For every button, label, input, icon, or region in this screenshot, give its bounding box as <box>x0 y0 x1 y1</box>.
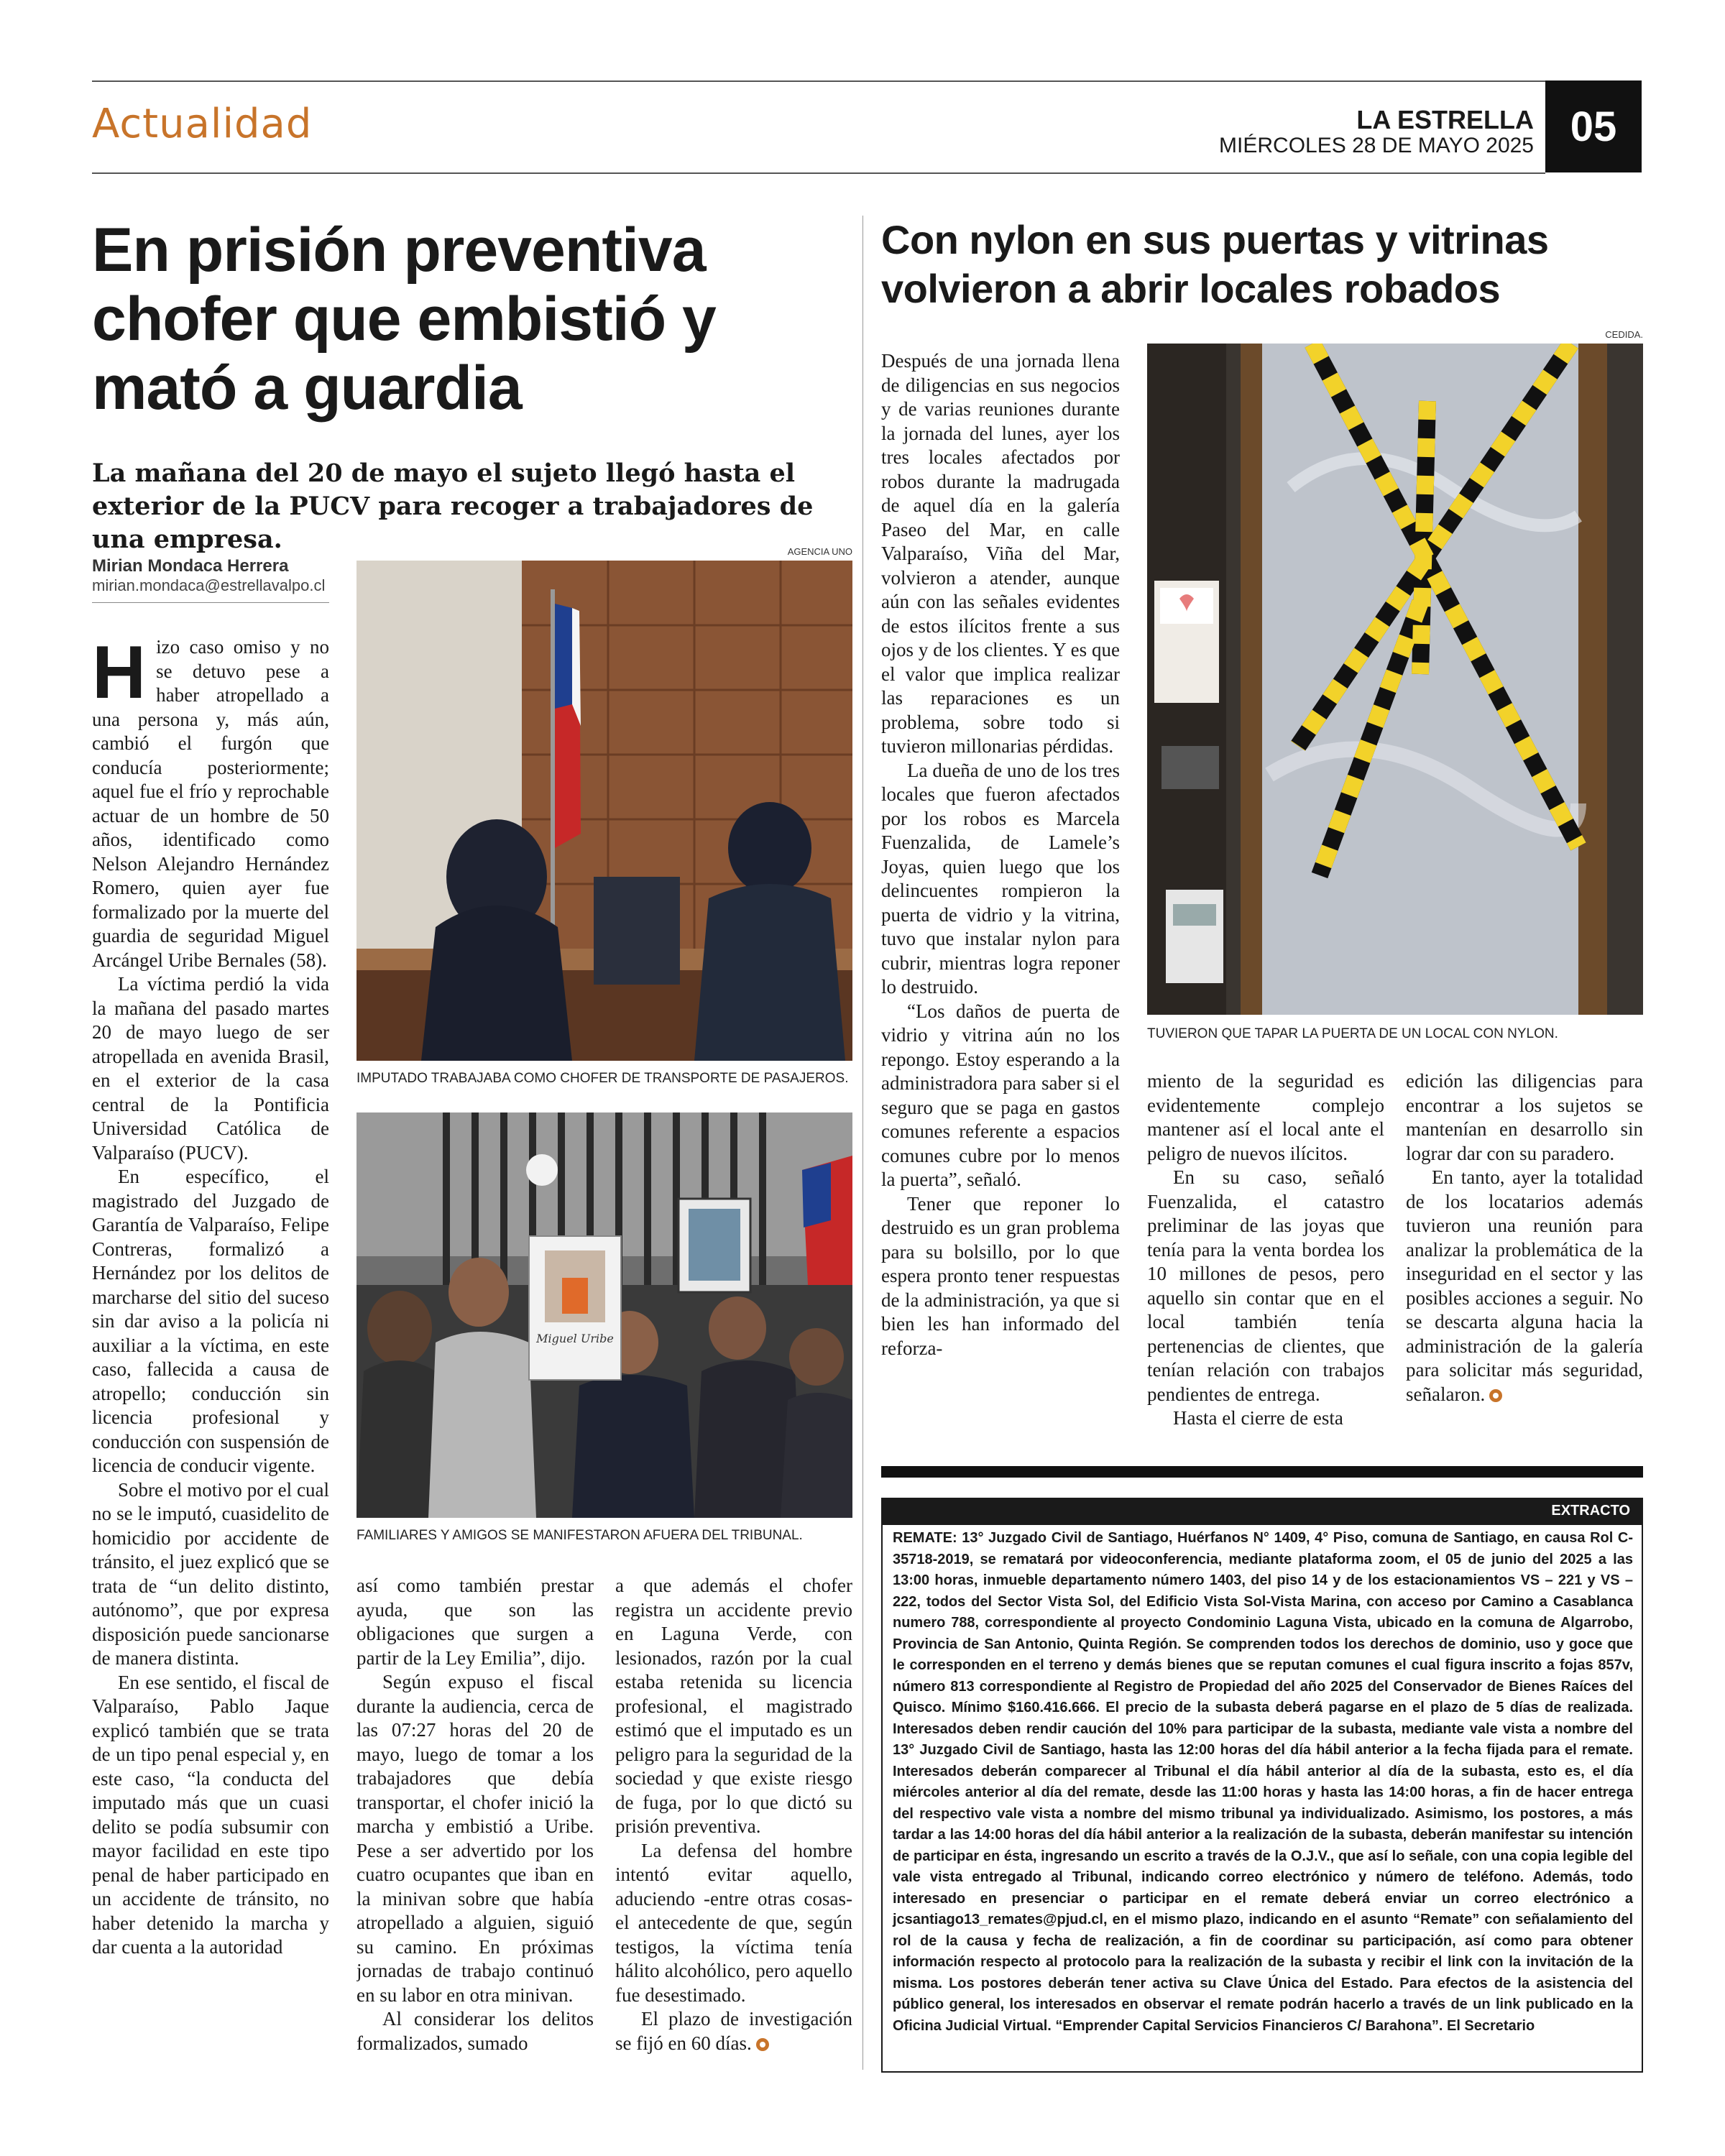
main-article-column-1 <box>92 635 329 2070</box>
courtroom-illustration <box>356 561 852 1061</box>
main-paragraph-1: izo caso omiso y no se detuvo pese a haber atropellado a una persona y, más aún, cambió el furgón que conducía posteriormente; aquel fue el frío y reprochable actuar de un hombre de 50 años, identificado como Nelson Alejandro Hernández Romero, quien ayer fue formalizado por la muerte del guardia de seguridad Miguel Arcángel Uribe Bernales (58). <box>92 636 329 971</box>
byline-email: mirian.mondaca@estrellavalpo.cl <box>92 576 326 594</box>
side-paragraph-9: En tanto, ayer la totalidad de los locatarios además tuvieron una reunión para analizar la problemática de la inseguridad en el sector y las posibles acciones a seguir. No se descarta alguna hacia la administración de la galería para solicitar más seguridad, señalaron. <box>1406 1166 1643 1405</box>
side-paragraph-2: La dueña de uno de los tres locales que fueron afectados por los robos es Marcela Fuenzalida, de Lamele’s Joyas, quien luego que los delincuentes rompieron la puerta de vidrio y la vitrina, tuvo que instalar nylon para cubrir, mientras logra reponer lo destruido. <box>881 759 1120 998</box>
main-paragraph-3: En específico, el magistrado del Juzgado de Garantía de Valparaíso, Felipe Contreras, formalizó a Hernández por los delitos de marcharse del sitio del suceso sin dar aviso a la policía ni auxiliar a la víctima, en este caso, fallecida a causa de atropello; conducción sin licencia profesional y conducción con suspensión de licencia de conducir vigente. <box>92 1166 329 1476</box>
main-headline: En prisión preventiva chofer que embistió y mató a guardia <box>92 216 716 423</box>
nylon-door-photo <box>1147 344 1643 1015</box>
end-mark-icon <box>756 2038 769 2051</box>
protest-photo <box>356 1112 852 1518</box>
main-article-column-2 <box>356 1574 594 2070</box>
byline-rule <box>92 602 329 603</box>
issue-date: MIÉRCOLES 28 DE MAYO 2025 <box>1219 134 1534 157</box>
main-article-column-3 <box>615 1574 852 2070</box>
side-article-column-2 <box>1147 1069 1384 1453</box>
side-paragraph-1: Después de una jornada llena de diligencias en sus negocios y de varias reuniones durante la jornada del lunes, ayer los tres locales afectados por robos durante la madrugada de aquel día en la galería Paseo del Mar, en calle Valparaíso, Viña del Mar, volvieron a atender, aunque aún con las señales evidentes de estos ilícitos frente a sus ojos y de los clientes. Y es que el valor que implica realizar las reparaciones es un problema, sobre todo si tuvieron millonarias pérdidas. <box>881 350 1120 757</box>
side-paragraph-8: edición las diligencias para encontrar a los sujetos se mantenían en desarrollo sin lograr dar con su paradero. <box>1406 1070 1643 1164</box>
byline-author: Mirian Mondaca Herrera <box>92 556 289 576</box>
main-paragraph-9: a que además el chofer registra un accidente previo en Laguna Verde, con lesionados, razón por la cual estaba retenida su licencia profesional, el magistrado estimó que el imputado es un peligro para la seguridad de la sociedad y que existe riesgo de fuga, por lo que dictó su prisión preventiva. <box>615 1575 852 1837</box>
top-rule <box>92 80 1545 82</box>
memorial-sign-text: Miguel Uribe <box>536 1332 614 1345</box>
side-end-mark-icon <box>1489 1389 1502 1402</box>
side-paragraph-5: miento de la seguridad es evidentemente complejo mantener así el local ante el peligro de nuevos ilícitos. <box>1147 1070 1384 1164</box>
side-photo-caption: TUVIERON QUE TAPAR LA PUERTA DE UN LOCAL CON NYLON. <box>1147 1026 1558 1041</box>
newspaper-name: LA ESTRELLA <box>1356 105 1534 134</box>
main-paragraph-7: Según expuso el fiscal durante la audiencia, cerca de las 07:27 horas del 20 de mayo, luego de tomar a los trabajadores que debía transportar, el chofer inició la marcha y embistió a Uribe. Pese a ser advertido por los cuatro ocupantes que iban en la minivan sobre que había atropellado a alguien, siguió su camino. En próximas jornadas de trabajo continuó en su labor en otra minivan. <box>356 1671 594 2006</box>
page-number: 05 <box>1545 80 1642 172</box>
courtroom-photo <box>356 561 852 1061</box>
photo2-caption: FAMILIARES Y AMIGOS SE MANIFESTARON AFUERA DEL TRIBUNAL. <box>356 1528 803 1543</box>
header-bottom-rule <box>92 172 1545 174</box>
extracto-text: REMATE: 13° Juzgado Civil de Santiago, Huérfanos N° 1409, 4° Piso, comuna de Santiago, en causa Rol C-35718-2019, se rematará por videoconferencia, mediante plataforma zoom, el 05 de junio del 2025 a las 13:00 horas, inmueble departamento número 1403, del piso 14 y de los estacionamientos VS – 221 y VS – 222, todos del Sector Vista Sol, del Edificio Vista Sol-Vista Marina, con acceso por Camino a Casablanca numero 788, correspondiente al proyecto Condominio Laguna Vista, ubicado en la comuna de Algarrobo, Provincia de San Antonio, Quinta Región. Se comprenden todos los derechos de dominio, uso y goce que le corresponden en el terreno y demás bienes que se reputan comunes el cual figura inscrito a fojas 857v, número 813 correspondiente al Registro de Propiedad del año 2025 del Conservador de Bienes Raíces del Quisco. Mínimo $160.416.666. El precio de la subasta deberá pagarse en el plazo de 5 días de realizada. Interesados deben rendir caución del 10% para participar de la subasta, mediante vale vista a nombre del 13° Juzgado Civil de Santiago, hasta las 12:00 horas del día hábil anterior a la fecha fijada para el remate. Interesados deberán comparecer al Tribunal el día hábil anterior al día de la subasta, esto es, el día miércoles anterior al día del remate, desde las 11:00 horas y hasta las 14:00 horas, a fin de hacer entrega del respectivo vale vista a nombre del mismo tribunal ya individualizado. Asimismo, los postores, a más tardar a las 14:00 horas del día hábil anterior a la realización de la subasta, deberán manifestar su intención de participar en ésta, ingresando un escrito a través de la O.J.V., que así lo señale, con una copia legible del vale vista entregado al Tribunal, indicando correo electrónico y número de teléfono. Además, todo interesado en presenciar o participar en el remate deberá enviar un correo electrónico a jcsantiago13_remates@pjud.cl, en el mismo plazo, indicando en el asunto “Remate” con señalamiento del rol de la causa y fecha de realización, a fin de coordinar su participación, así como para obtener información respecto al protocolo para la realización de la subasta y recibir el link con la invitación de la misma. Los postores deberán tener activa su Clave Única del Estado. Para efectos de la asistencia del público general, los interesados en observar el remate podrán hacerlo a través de un link publicado en la Oficina Judicial Virtual. “Emprender Capital Servicios Financieros C/ Barahona”. El Secretario <box>893 1530 1633 2034</box>
side-article-column-3 <box>1406 1069 1643 1453</box>
extracto-label: EXTRACTO <box>1551 1503 1630 1519</box>
main-paragraph-2: La víctima perdió la vida la mañana del pasado martes 20 de mayo luego de ser atropellada en avenida Brasil, en el exterior de la casa central de la Pontificia Universidad Católica de Valparaíso (PUCV). <box>92 973 329 1164</box>
main-paragraph-8: Al considerar los delitos formalizados, sumado <box>356 2008 594 2054</box>
photo1-caption: IMPUTADO TRABAJABA COMO CHOFER DE TRANSPORTE DE PASAJEROS. <box>356 1071 849 1086</box>
side-headline: Con nylon en sus puertas y vitrinas volvieron a abrir locales robados <box>881 217 1549 311</box>
side-paragraph-3: “Los daños de puerta de vidrio y vitrina aún no los repongo. Estoy esperando a la administradora para saber si el seguro que se paga en gastos comunes referente a espacios comunes cubre por lo menos la puerta”, señaló. <box>881 1000 1120 1190</box>
protest-illustration <box>356 1112 852 1518</box>
extracto-header <box>881 1498 1643 1524</box>
photo1-credit: AGENCIA UNO <box>787 546 852 557</box>
main-paragraph-11: El plazo de investigación se fijó en 60 días. <box>615 2008 852 2054</box>
nylon-door-illustration <box>1147 344 1643 1015</box>
main-paragraph-6: así como también prestar ayuda, que son las obligaciones que surgen a partir de la Ley Emilia”, dijo. <box>356 1575 594 1669</box>
main-paragraph-4: Sobre el motivo por el cual no se le imputó, cuasidelito de homicidio por accidente de tránsito, el juez explicó que se trata de “un delito distinto, autónomo”, que por expresa disposición puede sancionarse de manera distinta. <box>92 1478 329 1669</box>
main-deck: La mañana del 20 de mayo el sujeto llegó hasta el exterior de la PUCV para recoger a trabajadores de una empresa. <box>92 459 814 554</box>
extracto-top-rule <box>881 1466 1643 1478</box>
section-label: Actualidad <box>92 101 313 147</box>
main-paragraph-5: En ese sentido, el fiscal de Valparaíso, Pablo Jaque explicó también que se trata de un tipo penal especial y, en este caso, “la conducta del imputado más que un cuasi delito se podía subsumir con mayor facilidad en este tipo penal de haber participado en un accidente de tránsito, no haber detenido la marcha y dar cuenta a la autoridad <box>92 1671 329 1958</box>
drop-cap: H <box>92 635 147 714</box>
side-photo-credit: CEDIDA. <box>1605 329 1643 340</box>
side-article-column-1 <box>881 349 1120 1453</box>
side-paragraph-6: En su caso, señaló Fuenzalida, el catastro preliminar de las joyas que tenía para la venta bordea los 10 millones de pesos, pero aquello sin contar que en el local también tenía pertenencias de clientes, que tenían relación con trabajos pendientes de entrega. <box>1147 1166 1384 1405</box>
side-paragraph-4: Tener que reponer lo destruido es un gran problema para su bolsillo, por lo que espera pronto tener respuestas de la administración, ya que si bien les han informado del reforza- <box>881 1192 1120 1359</box>
side-paragraph-7: Hasta el cierre de esta <box>1173 1407 1343 1429</box>
main-paragraph-10: La defensa del hombre intentó evitar aquello, aduciendo -entre otras cosas- el antecedente de que, según testigos, la víctima tenía hálito alcohólico, pero aquello fue desestimado. <box>615 1839 852 2006</box>
